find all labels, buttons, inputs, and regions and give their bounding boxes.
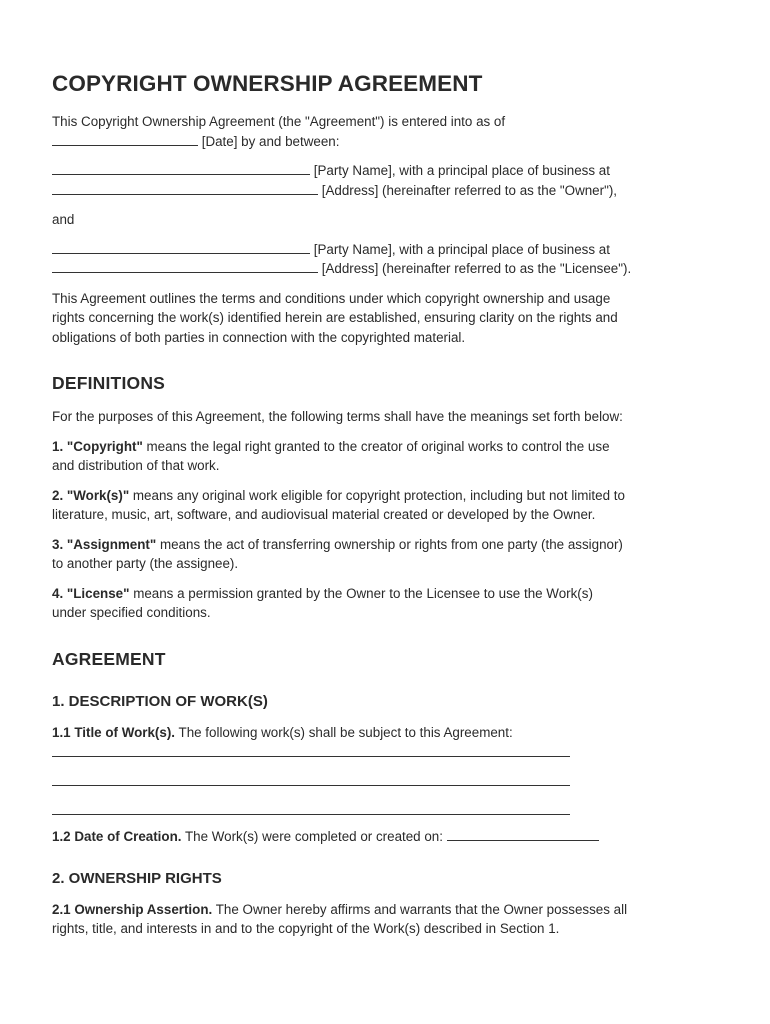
licensee-party-paragraph — [52, 240, 724, 279]
definition-term: 2. "Work(s)" — [52, 487, 130, 503]
agreement-heading: AGREEMENT — [52, 648, 166, 669]
definitions-intro: For the purposes of this Agreement, the following terms shall have the meanings set forth below: — [52, 409, 623, 424]
owner-line-2: [Address] (hereinafter referred to as the "Owner"), — [52, 181, 724, 201]
definition-item-license: 4. "License" means a permission granted by the Owner to the Licensee to use the Work(s) under specified conditions. — [52, 585, 593, 620]
intro-paragraph — [52, 112, 724, 151]
creation-date-blank[interactable] — [447, 829, 599, 841]
definition-term: 4. "License" — [52, 585, 130, 601]
definition-item-assignment: 3. "Assignment" means the act of transferring ownership or rights from one party (the assignor) to another party (the assignee). — [52, 536, 623, 571]
purpose-line: This Agreement outlines the terms and conditions under which copyright ownership and usage — [52, 290, 611, 306]
purpose-paragraph — [52, 289, 724, 348]
owner-name-blank[interactable] — [52, 163, 310, 175]
document-title: COPYRIGHT OWNERSHIP AGREEMENT — [52, 71, 483, 96]
work-titles-blanks — [52, 742, 724, 815]
definitions-heading: DEFINITIONS — [52, 373, 166, 393]
definition-item-works: 2. "Work(s)" means any original work eligible for copyright protection, including but not limited to literature, music, art, software, and audiovisual material created or developed by the Owner. — [52, 487, 625, 522]
work-title-blank-line[interactable] — [52, 785, 570, 786]
section-1-heading: 1. DESCRIPTION OF WORK(S) — [52, 692, 268, 710]
owner-line-1: [Party Name], with a principal place of business at — [52, 161, 724, 181]
work-title-blank-line[interactable] — [52, 756, 570, 757]
owner-address-blank[interactable] — [52, 183, 318, 195]
and-text: and — [52, 212, 75, 227]
clause-1-1: 1.1 Title of Work(s). The following work(s) shall be subject to this Agreement: — [52, 724, 513, 740]
clause-label: 1.2 Date of Creation. — [52, 829, 182, 844]
intro-line-2: [Date] by and between: — [52, 132, 724, 152]
licensee-address-blank[interactable] — [52, 261, 318, 273]
purpose-line: rights concerning the work(s) identified herein are established, ensuring clarity on the rights and — [52, 310, 618, 325]
licensee-line-2: [Address] (hereinafter referred to as the "Licensee"). — [52, 259, 724, 279]
licensee-name-blank[interactable] — [52, 242, 310, 254]
date-blank[interactable] — [52, 134, 198, 146]
section-2-heading: 2. OWNERSHIP RIGHTS — [52, 869, 222, 887]
definition-item-copyright: 1. "Copyright" means the legal right granted to the creator of original works to control the use and distribution of that work. — [52, 438, 610, 473]
work-title-blank-line[interactable] — [52, 814, 570, 815]
clause-label: 2.1 Ownership Assertion. — [52, 901, 213, 917]
clause-1-2: 1.2 Date of Creation. The Work(s) were completed or created on: — [52, 827, 724, 847]
definition-term: 1. "Copyright" — [52, 438, 143, 454]
definition-term: 3. "Assignment" — [52, 536, 157, 552]
licensee-line-1: [Party Name], with a principal place of business at — [52, 240, 724, 260]
document-page — [52, 70, 724, 949]
clause-label: 1.1 Title of Work(s). — [52, 724, 176, 740]
clause-2-1: 2.1 Ownership Assertion. The Owner hereby affirms and warrants that the Owner possesses all rights, title, and interests in and to the copyright of the Work(s) described in Section 1. — [52, 901, 628, 936]
purpose-line: obligations of both parties in connection with the copyrighted material. — [52, 329, 466, 345]
intro-line-1: This Copyright Ownership Agreement (the "Agreement") is entered into as of — [52, 114, 506, 129]
owner-party-paragraph — [52, 161, 724, 200]
